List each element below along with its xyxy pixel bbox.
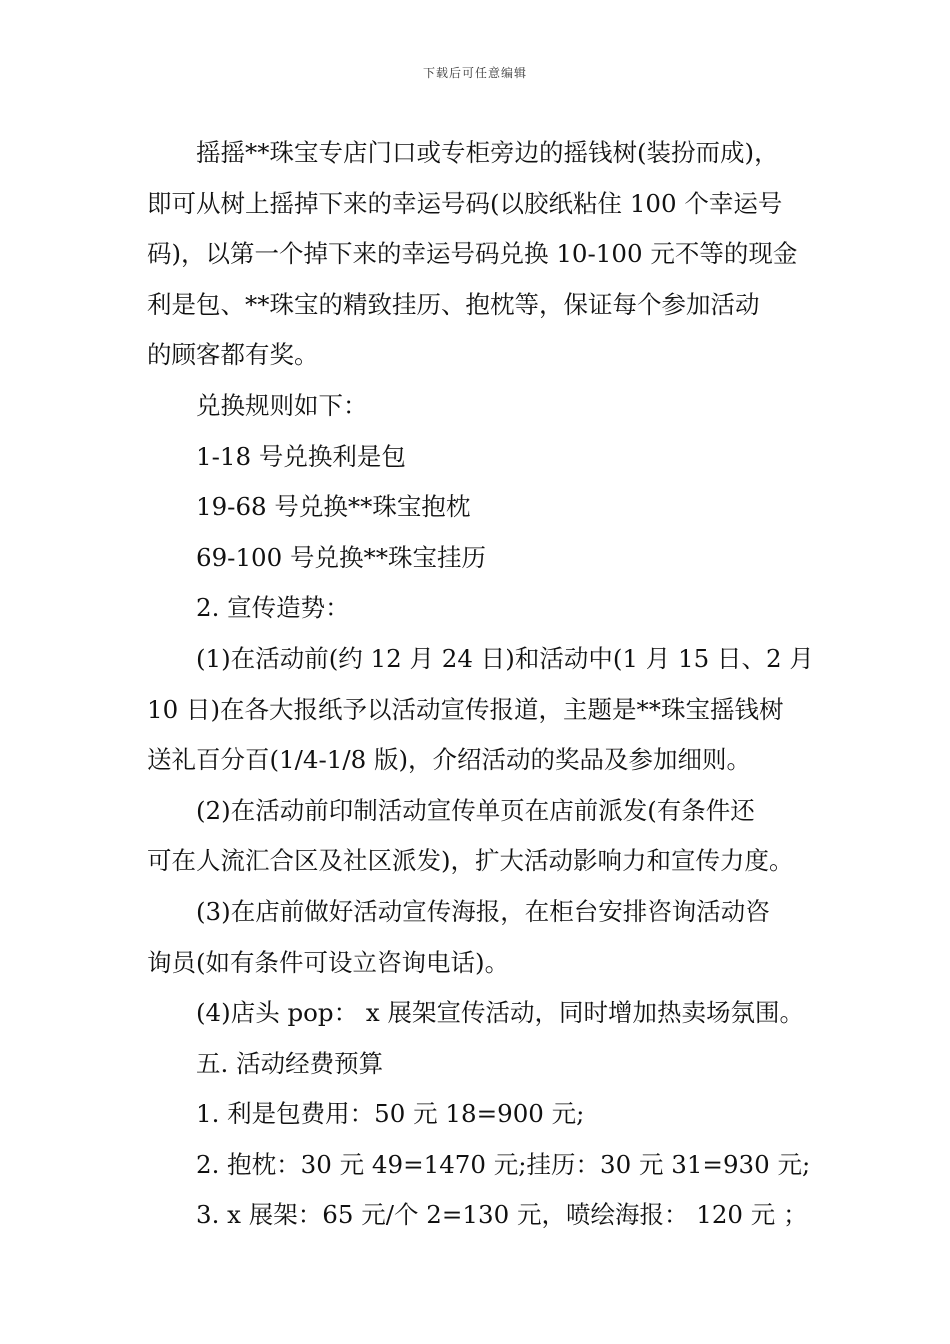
rule-item: 69-100 号兑换**珠宝挂历 <box>196 542 487 572</box>
text-line: 送礼百分百(1/4-1/8 版)，介绍活动的奖品及参加细则。 <box>147 745 752 775</box>
section-heading: 2. 宣传造势： <box>196 593 350 623</box>
text-line: 码)，以第一个掉下来的幸运号码兑换 10-100 元不等的现金 <box>147 239 798 269</box>
document-body <box>147 128 815 1241</box>
rule-item: 19-68 号兑换**珠宝抱枕 <box>196 492 471 522</box>
text-line: (4)店头 pop： x 展架宣传活动，同时增加热卖场氛围。 <box>196 998 804 1028</box>
text-line: 询员(如有条件可设立咨询电话)。 <box>147 947 510 977</box>
text-line: 可在人流汇合区及社区派发)，扩大活动影响力和宣传力度。 <box>147 846 794 876</box>
budget-item: 1. 利是包费用：50 元 18=900 元; <box>196 1099 585 1129</box>
budget-item: 2. 抱枕：30 元 49=1470 元;挂历：30 元 31=930 元; <box>196 1149 811 1179</box>
text-line: (1)在活动前(约 12 月 24 日)和活动中(1 月 15 日、2 月 <box>196 643 814 673</box>
section-heading: 兑换规则如下： <box>196 390 368 420</box>
text-line: 利是包、**珠宝的精致挂历、抱枕等，保证每个参加活动 <box>147 289 760 319</box>
text-line: 10 日)在各大报纸予以活动宣传报道，主题是**珠宝摇钱树 <box>147 694 784 724</box>
text-line: (3)在店前做好活动宣传海报，在柜台安排咨询活动咨 <box>196 896 770 926</box>
budget-item: 3. x 展架：65 元/个 2=130 元，喷绘海报： 120 元 ； <box>196 1200 808 1230</box>
text-line: 即可从树上摇掉下来的幸运号码(以胶纸粘住 100 个幸运号 <box>147 188 783 218</box>
text-line: 的顾客都有奖。 <box>147 340 319 370</box>
text-line: (2)在活动前印制活动宣传单页在店前派发(有条件还 <box>196 795 755 825</box>
section-heading: 五. 活动经费预算 <box>196 1048 384 1078</box>
rule-item: 1-18 号兑换利是包 <box>196 441 406 471</box>
page-header: 下载后可任意编辑 <box>422 66 527 80</box>
text-line: 摇摇**珠宝专店门口或专柜旁边的摇钱树(装扮而成)， <box>196 138 779 167</box>
